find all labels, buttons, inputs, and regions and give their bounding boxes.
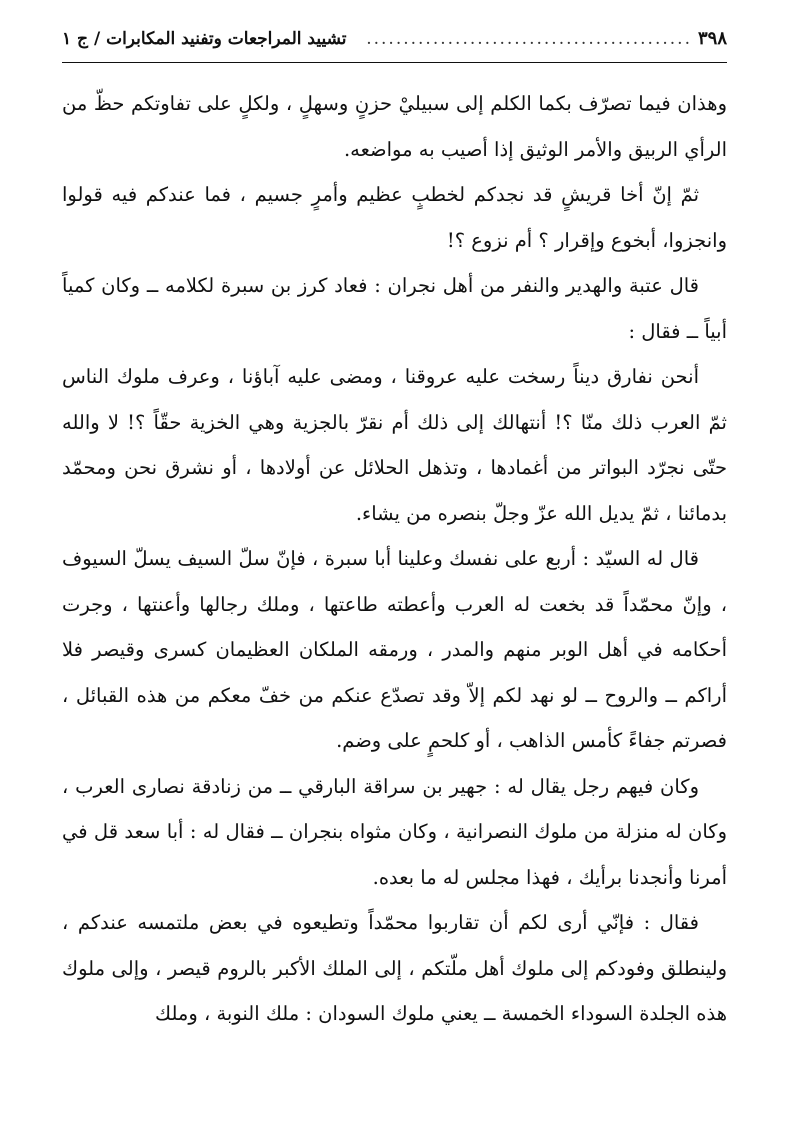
paragraph-7: فقال : فإنّي أرى لكم أن تقاربوا محمّداً وتطيعوه في بعض ملتمسه عندكم ، ولينطلق وفودكم إلى ملوك أهل ملّتكم ، إلى الملك الأكبر بالروم قيصر ، وإلى ملوك هذه الجلدة السوداء الخمسة ــ يعني ملوك السودان : ملك النوبة ، وملك [62, 911, 727, 1025]
paragraph-4: أنحن نفارق ديناً رسخت عليه عروقنا ، ومضى عليه آباؤنا ، وعرف ملوك الناس ثمّ العرب ذلك منّا ؟! أنتهالك إلى ذلك أم نقرّ بالجزية وهي الخزية حقّاً ؟! لا والله حتّى نجرّد البواتر من أغمادها ، وتذهل الحلائل عن أولادها ، أو نشرق نحن ومحمّد بدمائنا ، ثمّ يديل الله عزّ وجلّ بنصره من يشاء. [62, 365, 727, 525]
paragraph-2: ثمّ إنّ أخا قريشٍ قد نجدكم لخطبٍ عظيم وأمرٍ جسيم ، فما عندكم فيه قولوا وانجزوا، أبخوع وإقرار ؟ أم نزوع ؟! [62, 183, 727, 252]
paragraph-6: وكان فيهم رجل يقال له : جهير بن سراقة البارقي ــ من زنادقة نصارى العرب ، وكان له منزلة من ملوك النصرانية ، وكان مثواه بنجران ــ فقال له : أبا سعد قل في أمرنا وأنجدنا برأيك ، فهذا مجلس له ما بعده. [62, 774, 727, 889]
running-title: تشييد المراجعات وتفنيد المكابرات / ج ١ [62, 29, 347, 49]
paragraph-1: وهذان فيما تصرّف بكما الكلم إلى سبيليْ حزنٍ وسهلٍ ، ولكلٍ على تفاوتكم حظّ من الرأي الربيق والأمر الوثيق إذا أصيب به مواضعه. [62, 92, 727, 161]
paragraph-3: قال عتبة والهدير والنفر من أهل نجران : فعاد كرز بن سبرة لكلامه ــ وكان كمياً أبياً ــ فقال : [62, 274, 727, 343]
paragraph-5: قال له السيّد : أربع على نفسك وعلينا أبا سبرة ، فإنّ سلّ السيف يسلّ السيوف ، وإنّ محمّداً قد بخعت له العرب وأعطته طاعتها ، وملك رجالها وأعنتها ، وجرت أحكامه في أهل الوبر منهم والمدر ، ورمقه الملكان العظيمان كسرى وقيصر فلا أراكم ــ والروح ــ لو نهد لكم إلاّ وقد تصدّع عنكم من خفّ معكم من هذه القبائل ، فصرتم جفاءً كأمس الذاهب ، أو كلحمٍ على وضم. [62, 547, 727, 752]
running-header [62, 28, 727, 63]
book-page [62, 28, 727, 1037]
header-leader-dots: ............................................ [366, 29, 692, 49]
page-number: ٣٩٨ [697, 28, 727, 49]
body-text [62, 81, 727, 1037]
